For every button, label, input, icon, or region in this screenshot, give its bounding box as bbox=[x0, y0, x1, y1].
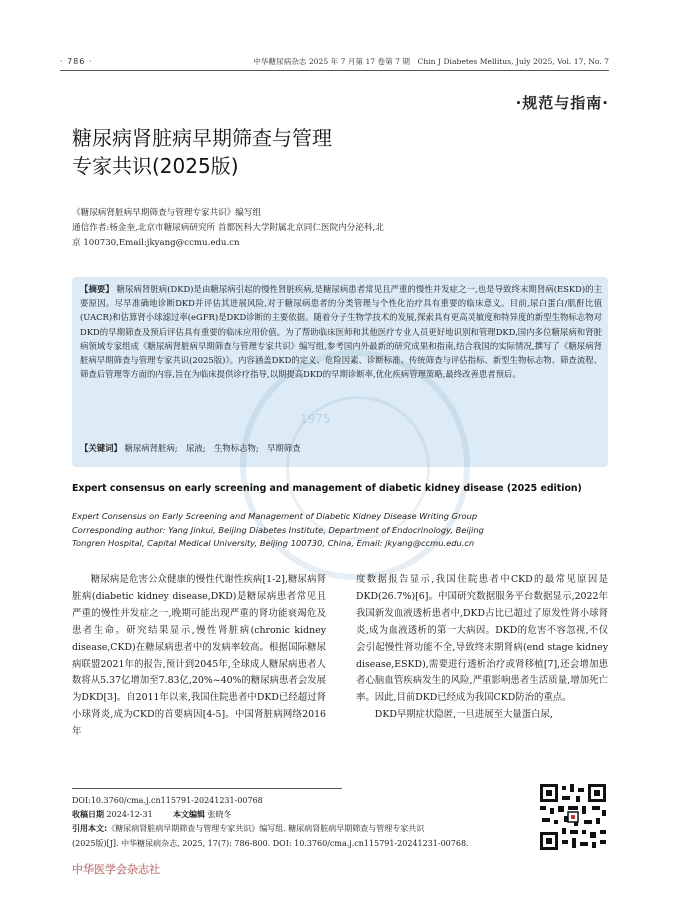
editor-name: 张晓冬 bbox=[207, 810, 232, 820]
header-divider bbox=[60, 70, 609, 71]
keywords-label: 【关键词】 bbox=[80, 443, 122, 453]
english-corresponding-2: Tongren Hospital, Capital Medical University, Beijing 100730, China, Email: jkyang@ccmu.edu.cn bbox=[72, 538, 475, 549]
body-paragraph: 度数据报告显示,我国住院患者中CKD的最常见原因是DKD(26.7%)[6]。中国研究数据服务平台数据显示,2022年我国新发血液透析患者中,DKD占比已超过了原发性肾小球肾炎,成为血液透析的第一大病因。DKD的危害不容忽视,不仅会引起慢性肾功能不全,导致终末期肾病(end stage kidney disease,ESKD),需要进行透析治疗或肾移植[7],还会增加患者心脑血管疾病发生的风险,严重影响患者生活质量,增加死亡率。因此,目前DKD已经成为我国CKD防治的重点。 bbox=[356, 574, 608, 704]
keywords bbox=[80, 442, 600, 454]
received-editor-line bbox=[72, 808, 612, 822]
journal-header: 中华糖尿病杂志 2025 年 7 月第 17 卷第 7 期 Chin J Diabetes Mellitus, July 2025, Vol. 17, No. 7 bbox=[253, 57, 609, 66]
received-label: 收稿日期 bbox=[72, 810, 104, 820]
footer-divider bbox=[72, 788, 342, 789]
publisher-logo bbox=[72, 858, 212, 876]
citation-line-1 bbox=[72, 822, 612, 836]
received-date: 2024-12-31 bbox=[106, 810, 153, 820]
article-footer bbox=[72, 794, 612, 851]
article-title bbox=[72, 124, 332, 180]
title-line-1: 糖尿病肾脏病早期筛查与管理 bbox=[72, 126, 332, 150]
body-column-left bbox=[72, 572, 326, 741]
qr-code[interactable] bbox=[538, 782, 608, 852]
corresponding-author-line-1: 通信作者:杨金奎,北京市糖尿病研究所 首都医科大学附属北京同仁医院内分泌科,北 bbox=[72, 223, 384, 233]
watermark-year: 1975 bbox=[300, 412, 331, 426]
body-paragraph: DKD早期症状隐匿,一旦进展至大量蛋白尿, bbox=[374, 709, 553, 721]
english-title: Expert consensus on early screening and management of diabetic kidney disease (2025 edition) bbox=[72, 483, 582, 494]
english-corresponding-1: Corresponding author: Yang Jinkui, Beijing Diabetes Institute, Department of Endocrinology, Beijing bbox=[72, 524, 484, 535]
qr-code-graphic bbox=[538, 782, 608, 852]
english-author-info bbox=[72, 510, 612, 551]
title-line-2: 专家共识(2025版) bbox=[72, 154, 239, 178]
body-paragraph: 糖尿病是危害公众健康的慢性代谢性疾病[1-2],糖尿病肾脏病(diabetic kidney disease,DKD)是糖尿病患者常见且严重的慢性并发症之一,晚期可能出现严重的肾功能衰竭危及患者生命。研究结果显示,慢性肾脏病(chronic kidney disease,CKD)在糖尿病患者中的发病率较高。根据国际糖尿病联盟2021年的报告,预计到2045年,全球成人糖尿病患者人数将从5.37亿增加至7.83亿,20%~40%的糖尿病患者会发展为DKD[3]。自2011年以来,我国住院患者中DKD已经超过肾小球肾炎,成为CKD的首要病因[4-5]。中国肾脏病网络2016年 bbox=[72, 574, 326, 738]
keywords-text: 糖尿病肾脏病; 尿液; 生物标志物; 早期筛查 bbox=[124, 443, 301, 453]
abstract-label: 【摘要】 bbox=[80, 284, 114, 294]
cite-text-1: 《糖尿病肾脏病早期筛查与管理专家共识》编写组. 糖尿病肾脏病早期筛查与管理专家共识 bbox=[107, 824, 425, 834]
cite-label: 引用本文: bbox=[72, 824, 108, 834]
editor-label: 本文编辑 bbox=[173, 810, 206, 820]
citation-line-2: (2025版)[J]. 中华糖尿病杂志, 2025, 17(7): 786-800. DOI: 10.3760/cma.j.cn115791-20241231-00768. bbox=[72, 838, 469, 848]
section-label: ·规范与指南· bbox=[515, 94, 609, 112]
corresponding-author-line-2: 京 100730,Email:jkyang@ccmu.edu.cn bbox=[72, 238, 240, 248]
abstract-text: 糖尿病肾脏病(DKD)是由糖尿病引起的慢性肾脏疾病,是糖尿病患者常见且严重的慢性并发症之一,也是导致终末期肾病(ESKD)的主要原因。尽早准确地诊断DKD并评估其进展风险,对于糖尿病患者的分类管理与个性化治疗具有重要的临床意义。目前,尿白蛋白/肌酐比值(UACR)和估算肾小球滤过率(eGFR)是DKD诊断的主要依据。随着分子生物学技术的发展,探索具有更高灵敏度和特异度的新型生物标志物对DKD的早期筛查及预后评估具有重要的临床应用价值。为了帮助临床医师和其他医疗专业人员更好地识别和管理DKD,国内多位糖尿病和肾脏病领域专家组成《糖尿病肾脏病早期筛查与管理专家共识》编写组,参考国内外最新的研究成果和指南,结合我国的实际情况,撰写了《糖尿病肾脏病早期筛查与管理专家共识(2025版)》。内容涵盖DKD的定义、危险因素、诊断标准、传统筛查与评估指标、新型生物标志物、筛查流程、筛查后管理等方面的内容,旨在为临床提供诊疗指导,以期提高DKD的早期诊断率,优化疾病管理策略,最终改善患者预后。 bbox=[80, 284, 602, 380]
publisher-logo-text: 中华医学会杂志社 bbox=[72, 863, 160, 876]
body-column-right bbox=[356, 572, 608, 724]
page-number: · 786 · bbox=[60, 57, 93, 66]
author-group: 《糖尿病肾脏病早期筛查与管理专家共识》编写组 bbox=[72, 208, 262, 218]
english-group: Expert Consensus on Early Screening and Management of Diabetic Kidney Disease Writing Group bbox=[72, 511, 478, 521]
abstract bbox=[80, 282, 602, 381]
author-info bbox=[72, 206, 612, 251]
doi[interactable]: DOI:10.3760/cma.j.cn115791-20241231-00768 bbox=[72, 796, 263, 805]
